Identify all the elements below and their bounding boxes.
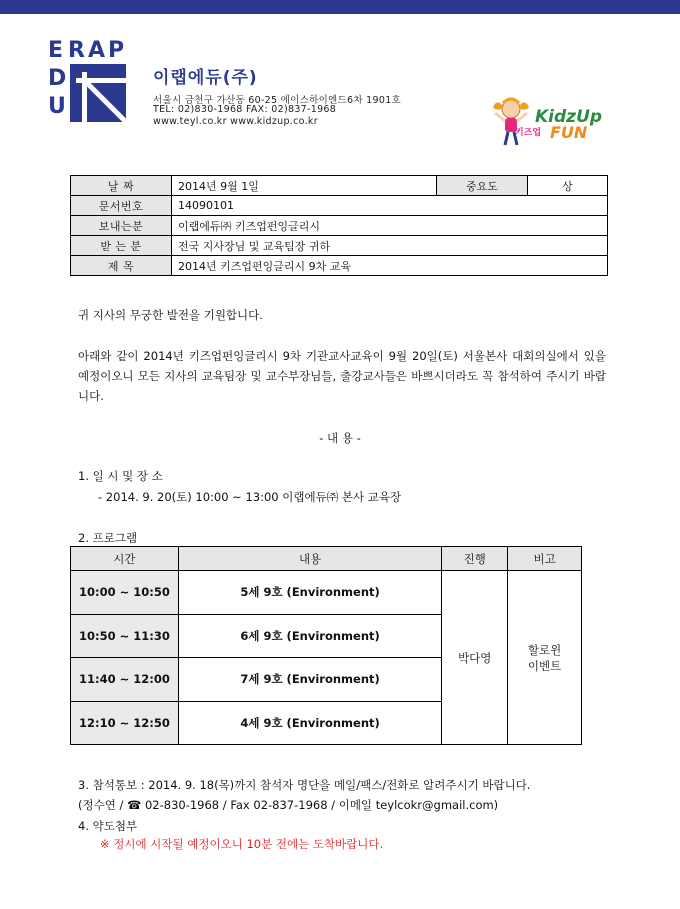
importance-value: 상 xyxy=(528,176,608,196)
header-presenter: 진행 xyxy=(442,547,508,571)
document-info-table xyxy=(70,175,608,276)
kidzup-fun-logo xyxy=(483,95,613,155)
header-time: 시간 xyxy=(71,547,179,571)
recipient-value: 전국 지사장님 및 교육팀장 귀하 xyxy=(172,236,608,256)
program-content: 4세 9호 (Environment) xyxy=(178,701,442,745)
program-row xyxy=(71,571,582,615)
intro-paragraph: 아래와 같이 2014년 키즈업펀잉글리시 9차 기관교사교육이 9월 20일(토) 서울본사 대회의실에서 있을 예정이오니 모든 지사의 교육팀장 및 교수부장님들, 출강교사들은 바쁘시더라도 꼭 참석하여 주시기 바랍니다. xyxy=(78,349,606,403)
program-time: 11:40 ~ 12:00 xyxy=(71,658,179,702)
logo-letter-p: P xyxy=(108,38,125,63)
company-address: 서울시 금천구 가산동 60-25 에이스하이엔드6차 1901호 xyxy=(153,95,402,106)
program-time: 12:10 ~ 12:50 xyxy=(71,701,179,745)
remark-line2: 이벤트 xyxy=(527,658,562,673)
info-row-subject xyxy=(71,256,608,276)
logo-letter-e: E xyxy=(48,38,64,63)
importance-label: 중요도 xyxy=(437,176,528,196)
doc-no-value: 14090101 xyxy=(172,196,608,216)
fun-text: FUN xyxy=(550,123,588,142)
sender-label: 보내는분 xyxy=(71,216,172,236)
program-table xyxy=(70,546,582,745)
kidzup-text: KidzUp xyxy=(535,107,603,127)
program-remark xyxy=(508,571,582,745)
doc-no-label: 문서번호 xyxy=(71,196,172,216)
program-header-row xyxy=(71,547,582,571)
section1-detail: - 2014. 9. 20(토) 10:00 ~ 13:00 이랩에듀㈜ 본사 교육장 xyxy=(98,490,402,504)
sender-value: 이랩에듀㈜ 키즈업펀잉글리시 xyxy=(172,216,608,236)
subject-value: 2014년 키즈업펀잉글리시 9차 교육 xyxy=(172,256,608,276)
top-color-bar xyxy=(0,0,680,14)
program-presenter: 박다영 xyxy=(442,571,508,745)
section4-title: 4. 약도첨부 xyxy=(78,819,138,833)
header-content: 내용 xyxy=(178,547,442,571)
company-phone-fax: TEL: 02)830-1968 FAX: 02)837-1968 xyxy=(153,104,337,115)
erap-du-logo xyxy=(48,40,128,122)
recipient-label: 받 는 분 xyxy=(71,236,172,256)
subject-label: 제 목 xyxy=(71,256,172,276)
logo-emblem-icon xyxy=(70,64,126,122)
header-remark: 비고 xyxy=(508,547,582,571)
logo-letter-a: A xyxy=(88,38,106,63)
section1-title: 1. 일 시 및 장 소 xyxy=(78,469,163,483)
info-row-sender xyxy=(71,216,608,236)
date-value: 2014년 9월 1일 xyxy=(172,176,437,196)
program-time: 10:50 ~ 11:30 xyxy=(71,614,179,658)
content-title: - 내 용 - xyxy=(319,431,361,445)
logo-letter-u: U xyxy=(48,94,66,119)
greeting-text: 귀 지사의 무궁한 발전을 기원합니다. xyxy=(78,308,263,322)
date-label: 날 짜 xyxy=(71,176,172,196)
remark-line1: 할로윈 xyxy=(527,642,562,657)
info-row-doc-no xyxy=(71,196,608,216)
program-content: 5세 9호 (Environment) xyxy=(178,571,442,615)
program-content: 7세 9호 (Environment) xyxy=(178,658,442,702)
section2-title: 2. 프로그램 xyxy=(78,531,138,545)
info-row-date xyxy=(71,176,608,196)
section3-title: 3. 참석통보 : 2014. 9. 18(목)까지 참석자 명단을 메일/팩스/전화로 알려주시기 바랍니다. xyxy=(78,778,531,792)
info-row-recipient xyxy=(71,236,608,256)
logo-letter-r: R xyxy=(68,38,85,63)
program-content: 6세 9호 (Environment) xyxy=(178,614,442,658)
program-time: 10:00 ~ 10:50 xyxy=(71,571,179,615)
arrival-note: ※ 정시에 시작될 예정이오니 10분 전에는 도착바랍니다. xyxy=(100,837,384,851)
company-name: 이랩에듀(주) xyxy=(153,68,258,88)
company-websites: www.teyl.co.kr www.kidzup.co.kr xyxy=(153,116,318,127)
section3-detail: (정수연 / ☎ 02-830-1968 / Fax 02-837-1968 / 이메일 teylcokr@gmail.com) xyxy=(78,798,499,812)
kidzup-korean-text: 키즈업 xyxy=(515,128,542,138)
logo-letter-d: D xyxy=(48,66,67,91)
